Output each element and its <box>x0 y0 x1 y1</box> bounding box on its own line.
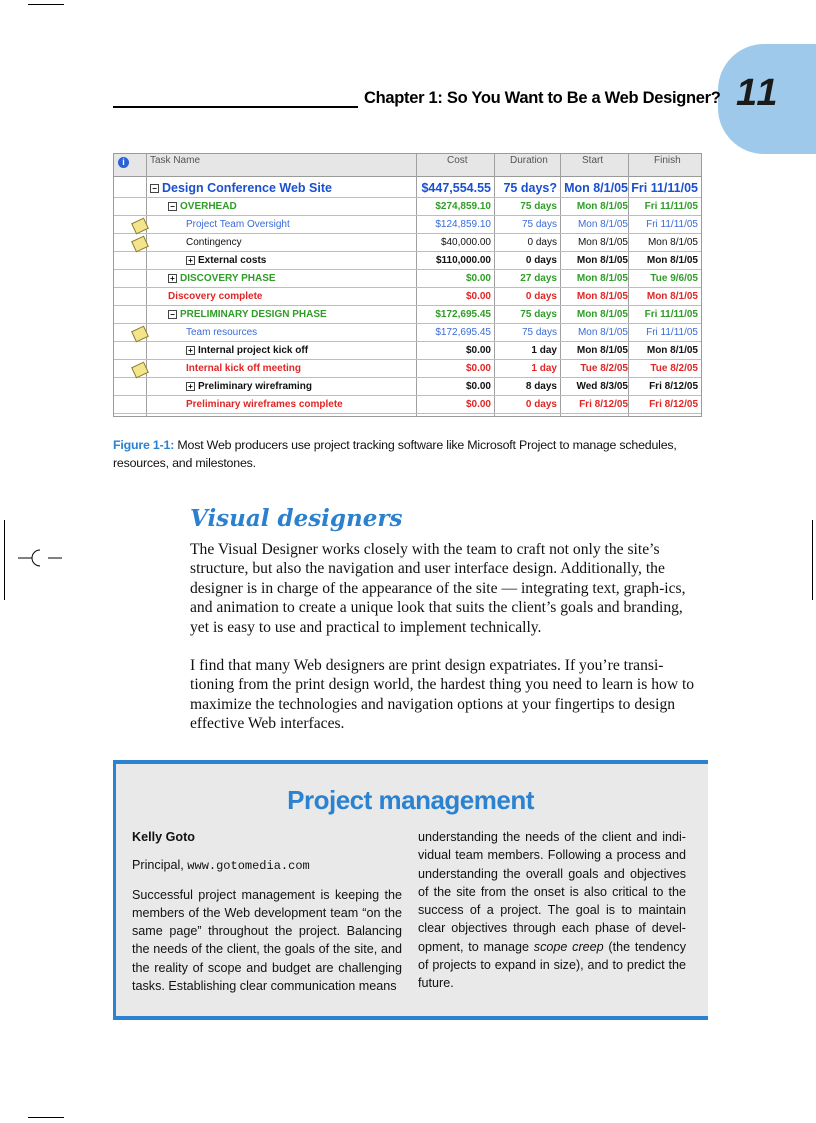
task-name-text: PRELIMINARY DESIGN PHASE <box>180 309 327 320</box>
table-row[interactable] <box>114 270 701 288</box>
task-start: Wed 8/3/05 <box>576 381 628 392</box>
task-cost: $0.00 <box>465 399 491 410</box>
header-rule <box>113 106 358 108</box>
info-icon: i <box>118 157 129 168</box>
task-duration: 27 days <box>520 273 557 284</box>
sidebar-bottom-rule <box>113 1016 708 1020</box>
task-name-text: External costs <box>198 255 267 266</box>
task-duration: 0 days <box>525 291 557 302</box>
note-icon[interactable] <box>131 362 149 379</box>
task-duration: 75 days <box>520 309 557 320</box>
task-cost: $124,859.10 <box>435 219 491 230</box>
task-name-text: Internal project kick off <box>198 345 309 356</box>
crop-mark-bottom-left <box>28 1117 64 1118</box>
task-finish: Mon 8/1/05 <box>647 237 698 248</box>
sidebar-author: Kelly Goto <box>132 830 195 844</box>
expand-icon[interactable]: + <box>186 346 195 355</box>
project-task-table <box>113 153 702 417</box>
collapse-icon[interactable]: − <box>168 202 177 211</box>
task-start: Mon 8/1/05 <box>576 273 628 284</box>
task-start: Mon 8/1/05 <box>577 327 628 338</box>
task-name <box>168 306 327 324</box>
task-finish: Tue 9/6/05 <box>650 273 698 284</box>
task-name <box>186 342 308 360</box>
task-cost: $0.00 <box>465 363 491 374</box>
task-finish: Fri 11/11/05 <box>646 327 698 338</box>
task-name-text: Contingency <box>186 237 242 248</box>
task-start: Fri 8/12/05 <box>579 399 628 410</box>
task-name <box>186 360 301 378</box>
body-paragraph: I find that many Web designers are print design expatriates. If you’re transi-tioning from the print design world, the hardest thing you need to learn is how to maximize the technologies and navigation options at your fingertips to design effective Web interfaces. <box>190 657 695 733</box>
sidebar-role-prefix: Principal, <box>132 858 188 873</box>
expand-icon[interactable]: + <box>186 256 195 265</box>
task-duration: 1 day <box>531 363 557 374</box>
task-start: Mon 8/1/05 <box>576 201 628 212</box>
table-row[interactable] <box>114 342 701 360</box>
task-cost: $172,695.45 <box>435 309 491 320</box>
task-name-text: Preliminary wireframes complete <box>186 399 343 410</box>
sidebar-right-text-2: (the tendency of projects to expand in size), and to predict the future. <box>418 939 687 991</box>
task-name-text: Team resources <box>186 327 258 338</box>
header-cost: Cost <box>447 155 468 166</box>
figure-caption-text: Most Web producers use project tracking software like Microsoft Project to manage schedules, resources, and milestones. <box>113 438 677 470</box>
task-cost: $447,554.55 <box>421 181 491 195</box>
table-row[interactable] <box>114 324 701 342</box>
task-name <box>186 396 343 414</box>
figure-label: Figure 1-1: <box>113 438 175 452</box>
task-duration: 1 day <box>531 345 557 356</box>
task-start: Mon 8/1/05 <box>576 255 628 266</box>
task-cost: $172,695.45 <box>435 327 491 338</box>
task-finish: Fri 11/11/05 <box>631 181 698 195</box>
task-name-text: DISCOVERY PHASE <box>180 273 276 284</box>
task-cost: $0.00 <box>465 381 491 392</box>
table-row[interactable] <box>114 252 701 270</box>
expand-icon[interactable]: + <box>168 274 177 283</box>
task-name <box>186 378 312 396</box>
task-start: Mon 8/1/05 <box>577 219 628 230</box>
task-duration: 0 days <box>525 399 557 410</box>
task-duration: 75 days <box>521 327 557 338</box>
task-name <box>168 270 276 288</box>
section-heading: Visual designers <box>190 505 403 532</box>
task-name-text: Project Team Oversight <box>186 219 290 230</box>
task-finish: Fri 8/12/05 <box>649 399 698 410</box>
task-cost: $274,859.10 <box>435 201 491 212</box>
page-header-title: Chapter 1: So You Want to Be a Web Designer? <box>364 89 721 107</box>
sidebar-right-text-1: understanding the needs of the client and indi-vidual team members. Following a process and understanding the overall goals and objectives of the site from the onset is also critical to the success of a project. The goal is to maintain clear objectives through each phase of devel-opment, to manage <box>418 830 686 954</box>
task-name-text: Internal kick off meeting <box>186 363 302 374</box>
sidebar-role <box>132 856 402 875</box>
task-name <box>186 216 290 234</box>
task-start: Mon 8/1/05 <box>576 291 628 302</box>
table-row[interactable] <box>114 396 701 414</box>
table-row[interactable] <box>114 378 701 396</box>
note-icon[interactable] <box>131 236 149 253</box>
chapter-number: 11 <box>736 72 780 114</box>
task-cost: $40,000.00 <box>440 237 491 248</box>
collapse-icon[interactable]: − <box>168 310 177 319</box>
crop-mark-right <box>812 520 813 600</box>
sidebar-url-link[interactable]: www.gotomedia.com <box>187 859 310 874</box>
table-row[interactable] <box>114 360 701 378</box>
task-finish: Mon 8/1/05 <box>646 255 698 266</box>
task-name <box>168 288 263 306</box>
collapse-icon[interactable]: − <box>150 184 159 193</box>
task-name <box>186 234 242 252</box>
task-duration: 75 days <box>521 219 557 230</box>
task-finish: Fri 11/11/05 <box>646 219 698 230</box>
task-name-text: Design Conference Web Site <box>162 181 332 195</box>
table-row[interactable] <box>114 306 701 324</box>
task-cost: $0.00 <box>465 273 491 284</box>
registration-mark <box>18 548 66 568</box>
task-finish: Tue 8/2/05 <box>650 363 698 374</box>
task-duration: 75 days? <box>503 181 557 195</box>
task-cost: $110,000.00 <box>435 255 491 266</box>
task-duration: 75 days <box>520 201 557 212</box>
sidebar-left-column <box>132 828 402 995</box>
task-duration: 0 days <box>525 255 557 266</box>
sidebar-top-rule <box>113 760 708 764</box>
task-duration: 0 days <box>527 237 557 248</box>
task-start: Mon 8/1/05 <box>577 237 628 248</box>
header-duration: Duration <box>510 155 548 166</box>
note-icon[interactable] <box>131 326 149 343</box>
table-header-row <box>114 154 701 177</box>
header-finish: Finish <box>654 155 681 166</box>
task-finish: Fri 11/11/05 <box>644 309 698 320</box>
table-row[interactable] <box>114 288 701 306</box>
expand-icon[interactable]: + <box>186 382 195 391</box>
task-name-text: Discovery complete <box>168 291 263 302</box>
table-row[interactable] <box>114 216 701 234</box>
task-name <box>150 178 332 198</box>
table-row[interactable] <box>114 198 701 216</box>
task-start: Mon 8/1/05 <box>576 309 628 320</box>
task-cost: $0.00 <box>465 291 491 302</box>
task-finish: Fri 8/12/05 <box>649 381 698 392</box>
task-start: Mon 8/1/05 <box>576 345 628 356</box>
task-name <box>186 324 257 342</box>
sidebar-right-emphasis: scope creep <box>533 939 604 954</box>
sidebar-left-text: Successful project management is keeping the members of the Web development team “on the same page” throughout the project. Balancing the needs of the client, the goals of the site, and the reality of scope and budget are challenging tasks. Establishing clear communication means <box>132 887 402 994</box>
table-row[interactable] <box>114 234 701 252</box>
task-finish: Mon 8/1/05 <box>646 345 698 356</box>
task-finish: Mon 8/1/05 <box>646 291 698 302</box>
note-icon[interactable] <box>131 218 149 235</box>
task-name <box>168 198 237 216</box>
crop-mark-top-left <box>28 4 64 5</box>
task-cost: $0.00 <box>465 345 491 356</box>
table-row[interactable] <box>114 178 701 198</box>
task-name-text: OVERHEAD <box>180 201 237 212</box>
header-task-name: Task Name <box>150 155 201 166</box>
task-name-text: Preliminary wireframing <box>198 381 312 392</box>
header-start: Start <box>582 155 604 166</box>
task-name <box>186 252 266 270</box>
task-start: Mon 8/1/05 <box>564 181 628 195</box>
sidebar-right-column <box>418 828 686 993</box>
task-duration: 8 days <box>525 381 557 392</box>
crop-mark-left <box>4 520 5 600</box>
figure-caption <box>113 436 703 472</box>
task-finish: Fri 11/11/05 <box>644 201 698 212</box>
body-paragraph: The Visual Designer works closely with the team to craft not only the site’s structure, but also the navigation and user interface design. Additionally, the designer is in charge of the appearance of the site — integrating text, graph-ics, and animation to create a unique look that suits the client’s goals and branding, yet is easy to use and practical to implement technically. <box>190 541 686 636</box>
task-start: Tue 8/2/05 <box>580 363 628 374</box>
sidebar-title: Project management <box>287 785 534 815</box>
